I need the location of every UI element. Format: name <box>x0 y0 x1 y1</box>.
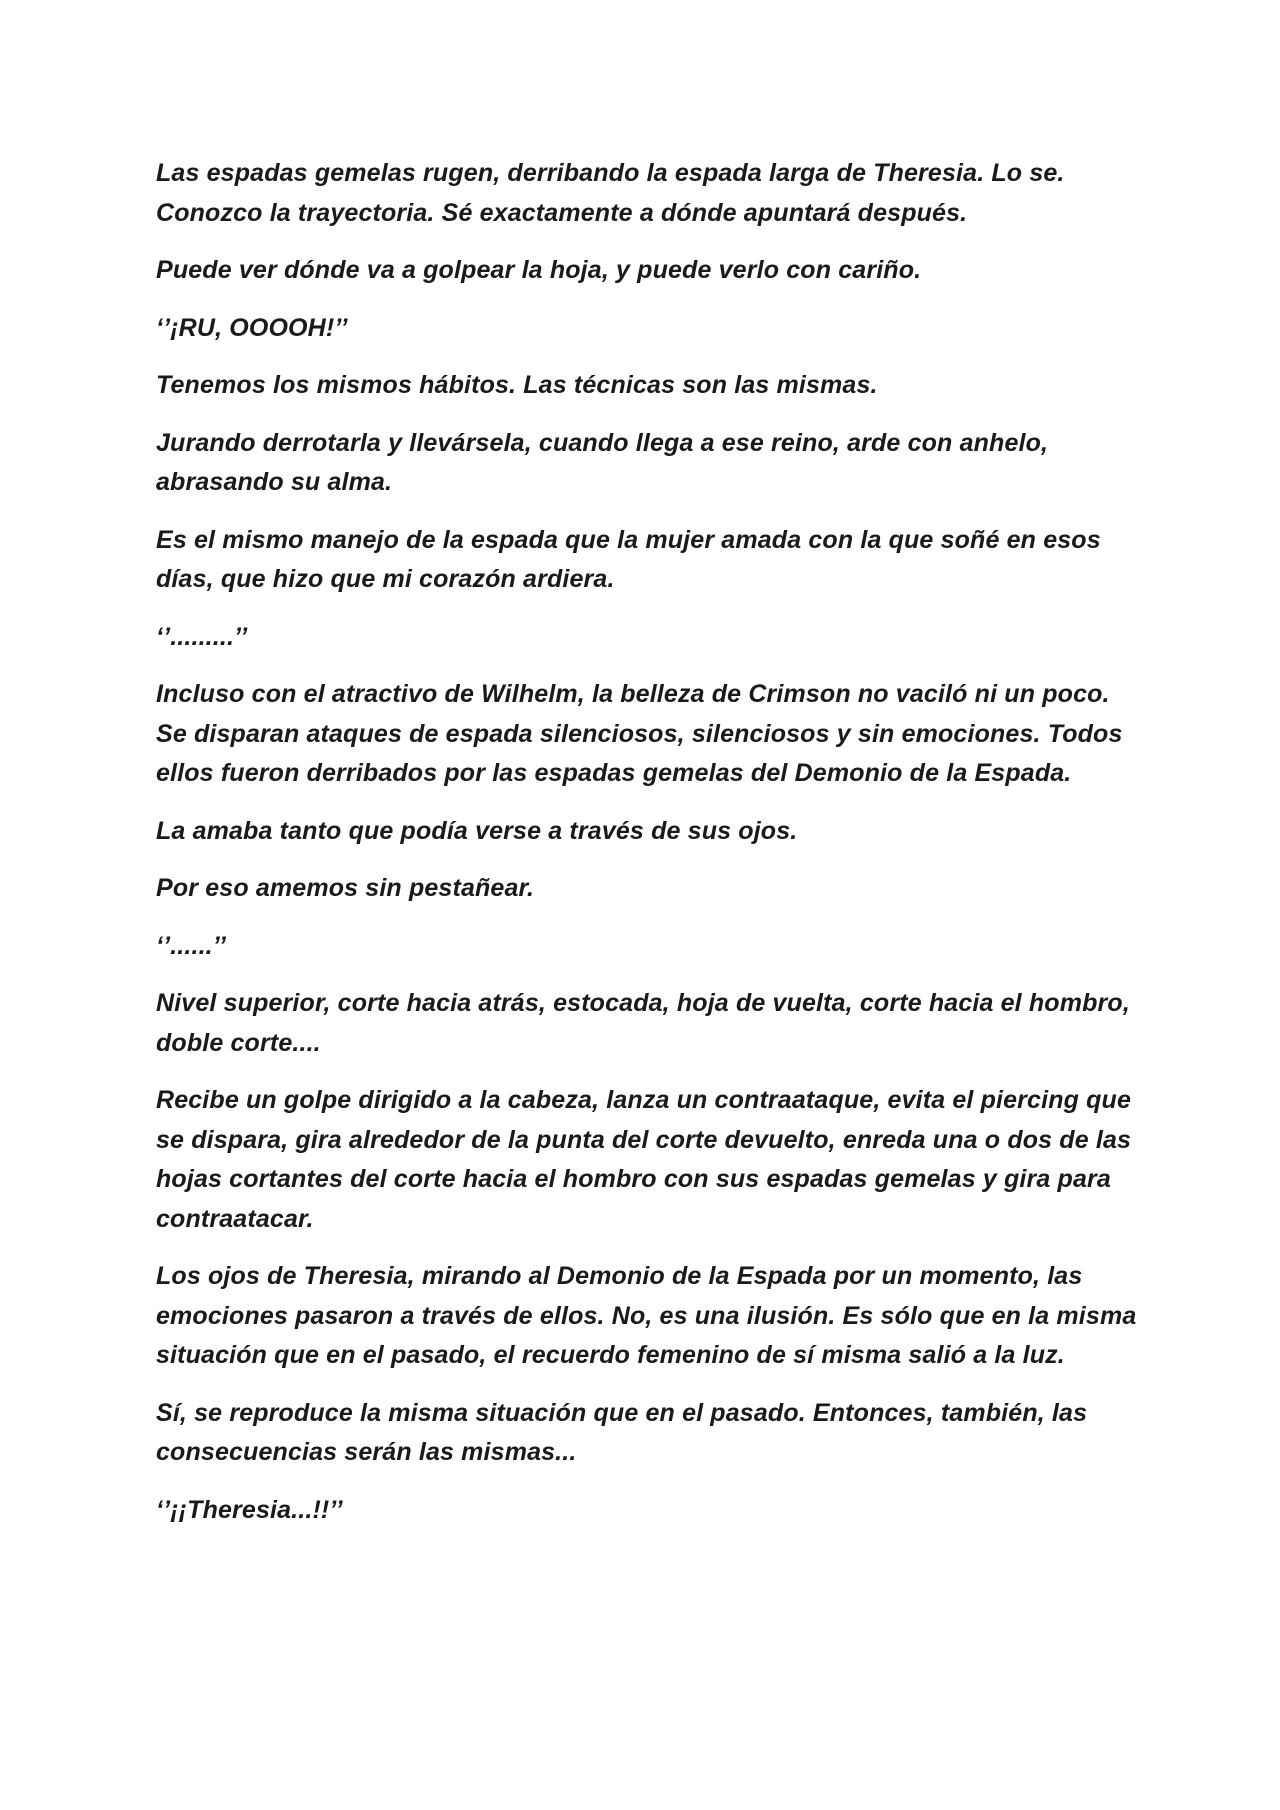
document-body <box>156 154 1146 1548</box>
paragraph-5: Jurando derrotarla y llevársela, cuando llega a ese reino, arde con anhelo, abrasando su alma. <box>156 428 1049 496</box>
paragraph-12: Nivel superior, corte hacia atrás, estocada, hoja de vuelta, corte hacia el hombro, doble corte.... <box>156 989 1130 1057</box>
paragraph-9: La amaba tanto que podía verse a través de sus ojos. <box>156 816 798 845</box>
paragraph-6: Es el mismo manejo de la espada que la mujer amada con la que soñé en esos días, que hizo que mi corazón ardiera. <box>156 525 1101 593</box>
paragraph-10: Por eso amemos sin pestañear. <box>156 874 535 902</box>
paragraph-8: Incluso con el atractivo de Wilhelm, la belleza de Crimson no vaciló ni un poco. Se disparan ataques de espada silenciosos, silenciosos y sin emociones. Todos ellos fueron derribados por las espadas gemelas del Demonio de la Espada. <box>156 680 1123 787</box>
paragraph-2: Puede ver dónde va a golpear la hoja, y puede verlo con cariño. <box>156 256 922 284</box>
paragraph-13: Recibe un golpe dirigido a la cabeza, lanza un contraataque, evita el piercing que se dispara, gira alrededor de la punta del corte devuelto, enreda una o dos de las hojas cortantes del corte hacia el hombro con sus espadas gemelas y gira para contraatacar. <box>156 1086 1132 1233</box>
paragraph-14: Los ojos de Theresia, mirando al Demonio de la Espada por un momento, las emociones pasaron a través de ellos. No, es una ilusión. Es sólo que en la misma situación que en el pasado, el recuerdo femenino de sí misma salió a la luz. <box>156 1262 1137 1369</box>
paragraph-11: ‘’......’’ <box>156 931 227 960</box>
paragraph-16: ‘’¡¡Theresia...!!’’ <box>156 1495 343 1524</box>
paragraph-15: Sí, se reproduce la misma situación que en el pasado. Entonces, también, las consecuencias serán las mismas... <box>156 1398 1088 1466</box>
paragraph-7: ‘’.........’’ <box>156 622 248 651</box>
paragraph-4: Tenemos los mismos hábitos. Las técnicas son las mismas. <box>156 371 878 399</box>
paragraph-3: ‘’¡RU, OOOOH!’’ <box>156 313 348 342</box>
paragraph-1: Las espadas gemelas rugen, derribando la espada larga de Theresia. Lo se. Conozco la trayectoria. Sé exactamente a dónde apuntará después. <box>156 159 1065 227</box>
